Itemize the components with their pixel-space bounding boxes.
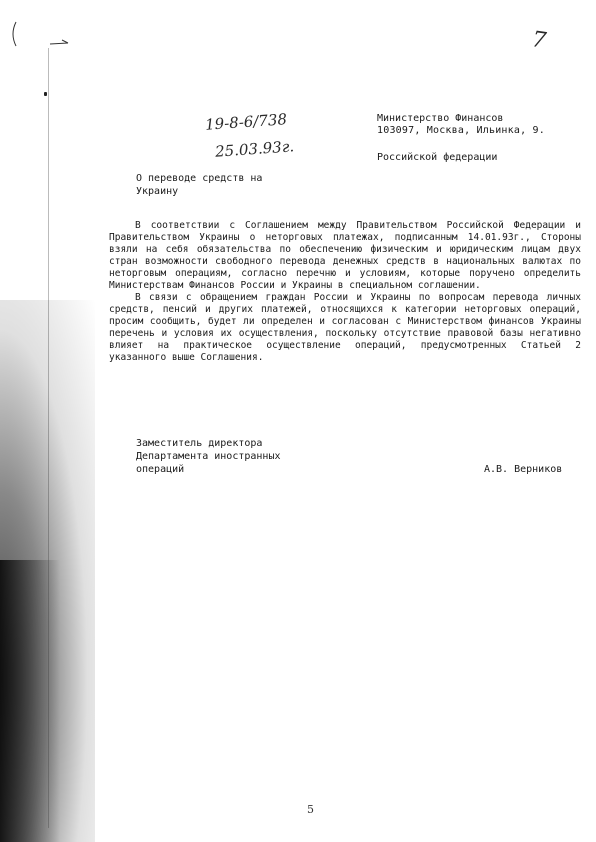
handwritten-corner-mark: 7 [530, 27, 548, 54]
signatory-title-line-3: операций [136, 464, 185, 475]
signatory-title-line-1: Заместитель директора [136, 438, 263, 449]
scan-speck [44, 92, 47, 96]
body-paragraph-2: В связи с обращением граждан России и Украины по вопросам перевода личных средств, пенсий и других платежей, относящихся к категории неторговых операций, просим сообщить, будет ли определен и согласован с Министерством финансов Украины перечень и условия их осуществления, поскольку отсутствие правовой базы негативно влияет на практическое осуществление операций, предусмотренных Статьей 2 указанного выше Соглашения. [109, 292, 581, 363]
handwritten-registration-number: 19-8-6/738 [204, 110, 288, 134]
body-paragraph-1: В соответствии с Соглашением между Правительством Российской Федерации и Правительством Украины о неторговых платежах, подписанным 14.01.93г., Стороны взяли на себя обязательства по обеспечению физическим и юридическим лицам двух стран возможности свободного перевода денежных средств в национальных валютах по неторговым операциям, согласно перечню и условиям, которые поручено определить Министерствам Финансов России и Украины в специальном соглашении. [109, 220, 581, 291]
signatory-name: А.В. Верников [484, 464, 563, 475]
subject-line [136, 172, 336, 198]
subject-line-1: О переводе средств на [136, 173, 263, 184]
signatory-title [136, 437, 376, 476]
page-mark: 5 [307, 803, 314, 816]
signatory-title-line-2: Департамента иностранных [136, 451, 281, 462]
subject-line-2: Украину [136, 186, 179, 197]
handwritten-date: 25.03.93г. [214, 137, 295, 161]
margin-dash-mark [48, 38, 70, 48]
scan-edge-line [48, 48, 49, 828]
addressee-address: 103097, Москва, Ильинка, 9. [377, 125, 545, 136]
letter-body [109, 220, 581, 364]
addressee-line-2: Российской федерации [377, 152, 498, 163]
margin-bracket-mark [8, 20, 18, 48]
scan-shadow-edge [0, 560, 60, 842]
addressee-line-1: Министерство Финансов [377, 113, 504, 124]
addressee-block [377, 86, 587, 190]
